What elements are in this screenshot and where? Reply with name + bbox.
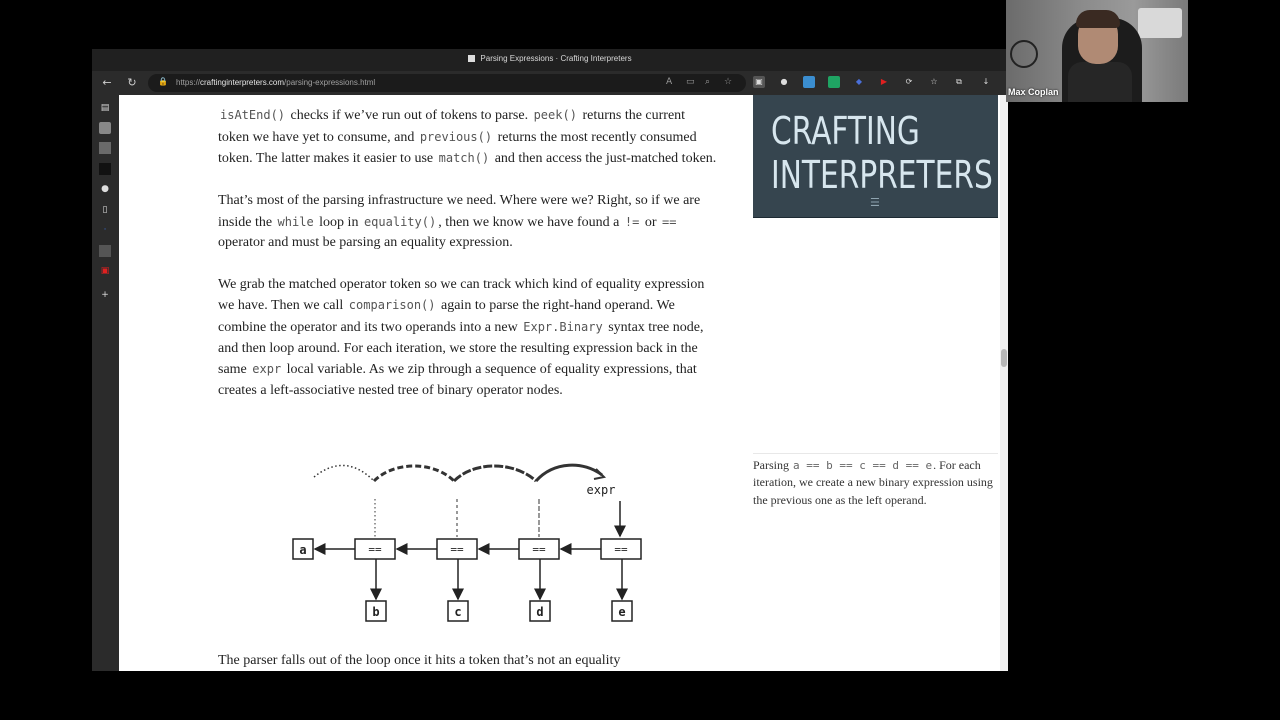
extension-green-icon[interactable] <box>828 76 840 88</box>
sidebar-tab-red-icon[interactable]: ▣ <box>100 266 110 276</box>
sidebar-tab-icon[interactable] <box>99 142 111 154</box>
inline-code: isAtEnd() <box>220 108 286 122</box>
webcam-bike-wheel <box>1010 40 1038 68</box>
sidebar-tab-icon[interactable]: · <box>103 225 107 235</box>
binary-tree-diagram <box>284 457 644 627</box>
paragraph: We grab the matched operator token so we can track which kind of equality expression we have. Then we call comparison() again to parse the right-hand operand. We combine the operator and its two operands into a new Expr.Binary syntax tree node, and then loop around. For each iteration, we store the resulting expression back in the same expr local variable. As we zip through a sequence of equality expressions, that creates a left-associative nested tree of binary operator nodes. <box>218 276 705 399</box>
window-title <box>92 54 1008 63</box>
inline-code: equality() <box>363 214 437 229</box>
address-bar[interactable] <box>148 74 746 92</box>
url-text[interactable]: https://craftinginterpreters.com/parsing-expressions.html <box>176 78 376 87</box>
inline-code: != <box>624 214 640 229</box>
page-favicon-icon <box>468 55 475 62</box>
webcam-overlay <box>1006 0 1188 102</box>
paragraph: The parser falls out of the loop once it hits a token that’s not an equality <box>218 653 621 668</box>
github-tab-icon[interactable]: ● <box>101 184 109 194</box>
iteration-arc <box>314 465 374 481</box>
inline-code: peek() <box>533 108 577 122</box>
page-viewport[interactable] <box>119 95 1008 671</box>
back-arrow-icon[interactable]: ← <box>102 76 112 89</box>
expr-label: expr <box>586 483 616 497</box>
favorite-star-icon[interactable]: ☆ <box>724 77 733 87</box>
leaf-label-d: d <box>536 605 544 619</box>
diagram-caption: Parsing a == b == c == d == e. For each iteration, we create a new binary expression using the previous one as the left operand. <box>753 453 998 509</box>
leaf-label-e: e <box>618 605 626 619</box>
document-tab-icon[interactable]: ▯ <box>102 205 108 215</box>
favorites-icon[interactable]: ☆ <box>930 77 938 86</box>
sidebar-tab-icon[interactable] <box>99 163 111 175</box>
operator-label: == <box>532 543 546 556</box>
downloads-icon[interactable]: ↓ <box>982 77 990 86</box>
webcam-person-body <box>1068 62 1132 102</box>
lock-icon[interactable]: 🔒 <box>158 77 168 86</box>
browser-window <box>92 49 1008 671</box>
site-logo[interactable] <box>753 95 998 218</box>
operator-label: == <box>368 543 382 556</box>
refresh-icon[interactable]: ↻ <box>127 76 137 89</box>
iteration-arc <box>454 466 536 481</box>
leaf-label-c: c <box>454 605 462 619</box>
inline-code: previous() <box>419 129 493 144</box>
title-bar <box>92 49 1008 71</box>
tab-title: Parsing Expressions · Crafting Interpreters <box>480 54 632 63</box>
inline-code: comparison() <box>348 298 436 313</box>
extension-blue-icon[interactable] <box>803 76 815 88</box>
operator-label: == <box>614 543 628 556</box>
active-tab-icon[interactable] <box>99 245 111 257</box>
operator-label: == <box>450 543 464 556</box>
extensions-puzzle-icon[interactable]: ⟳ <box>905 77 913 86</box>
reader-view-icon[interactable]: ▭ <box>686 77 695 87</box>
leaf-label-b: b <box>372 605 380 619</box>
new-tab-plus-icon[interactable]: + <box>101 290 109 300</box>
paragraph: isAtEnd() checks if we’ve run out of tokens to parse. peek() returns the current token we have yet to consume, and previous() returns the most recently consumed token. The latter makes it easier to use match() and then access the just-matched token. <box>218 108 717 167</box>
browser-toolbar <box>92 71 1008 95</box>
sidebar-tab-icon[interactable] <box>99 122 111 134</box>
paragraph: That’s most of the parsing infrastructure we need. Where were we? Right, so if we are inside the while loop in equality() , then we know we have found a != or == operator and must be parsing an equality expression. <box>218 192 701 251</box>
read-aloud-icon[interactable]: A <box>666 77 673 87</box>
webcam-name-label: Max Coplan <box>1008 87 1059 97</box>
sidebar-tab-panel-icon[interactable]: ▤ <box>100 103 110 113</box>
extension-icon[interactable]: ▣ <box>753 76 765 88</box>
iteration-arc <box>374 466 454 481</box>
inline-code: Expr.Binary <box>523 320 603 334</box>
extension-red-icon[interactable]: ▶ <box>880 77 888 86</box>
article-body <box>218 105 718 423</box>
github-extension-icon[interactable]: ● <box>780 77 788 86</box>
logo-line-1: CRAFTING <box>771 109 920 153</box>
inline-code: a == b == c == d == e <box>793 459 933 472</box>
page-scrollbar[interactable] <box>1000 95 1008 671</box>
inline-code: match() <box>438 151 490 166</box>
inline-code: while <box>277 214 314 229</box>
webcam-person-hair <box>1076 10 1120 28</box>
leaf-label-a: a <box>299 543 307 557</box>
scrollbar-thumb[interactable] <box>1001 349 1007 367</box>
hamburger-menu-icon[interactable]: ☰ <box>870 196 880 209</box>
webcam-light <box>1138 8 1182 38</box>
vertical-tab-sidebar <box>92 95 119 671</box>
inline-code: expr <box>252 362 282 377</box>
zoom-icon[interactable]: ⌕ <box>705 77 711 87</box>
collections-icon[interactable]: ⧉ <box>956 77 962 86</box>
logo-line-2: INTERPRETERS <box>771 153 993 197</box>
extension-shield-icon[interactable]: ◆ <box>855 77 863 86</box>
iteration-arc <box>536 465 602 481</box>
inline-code: == <box>662 214 677 229</box>
